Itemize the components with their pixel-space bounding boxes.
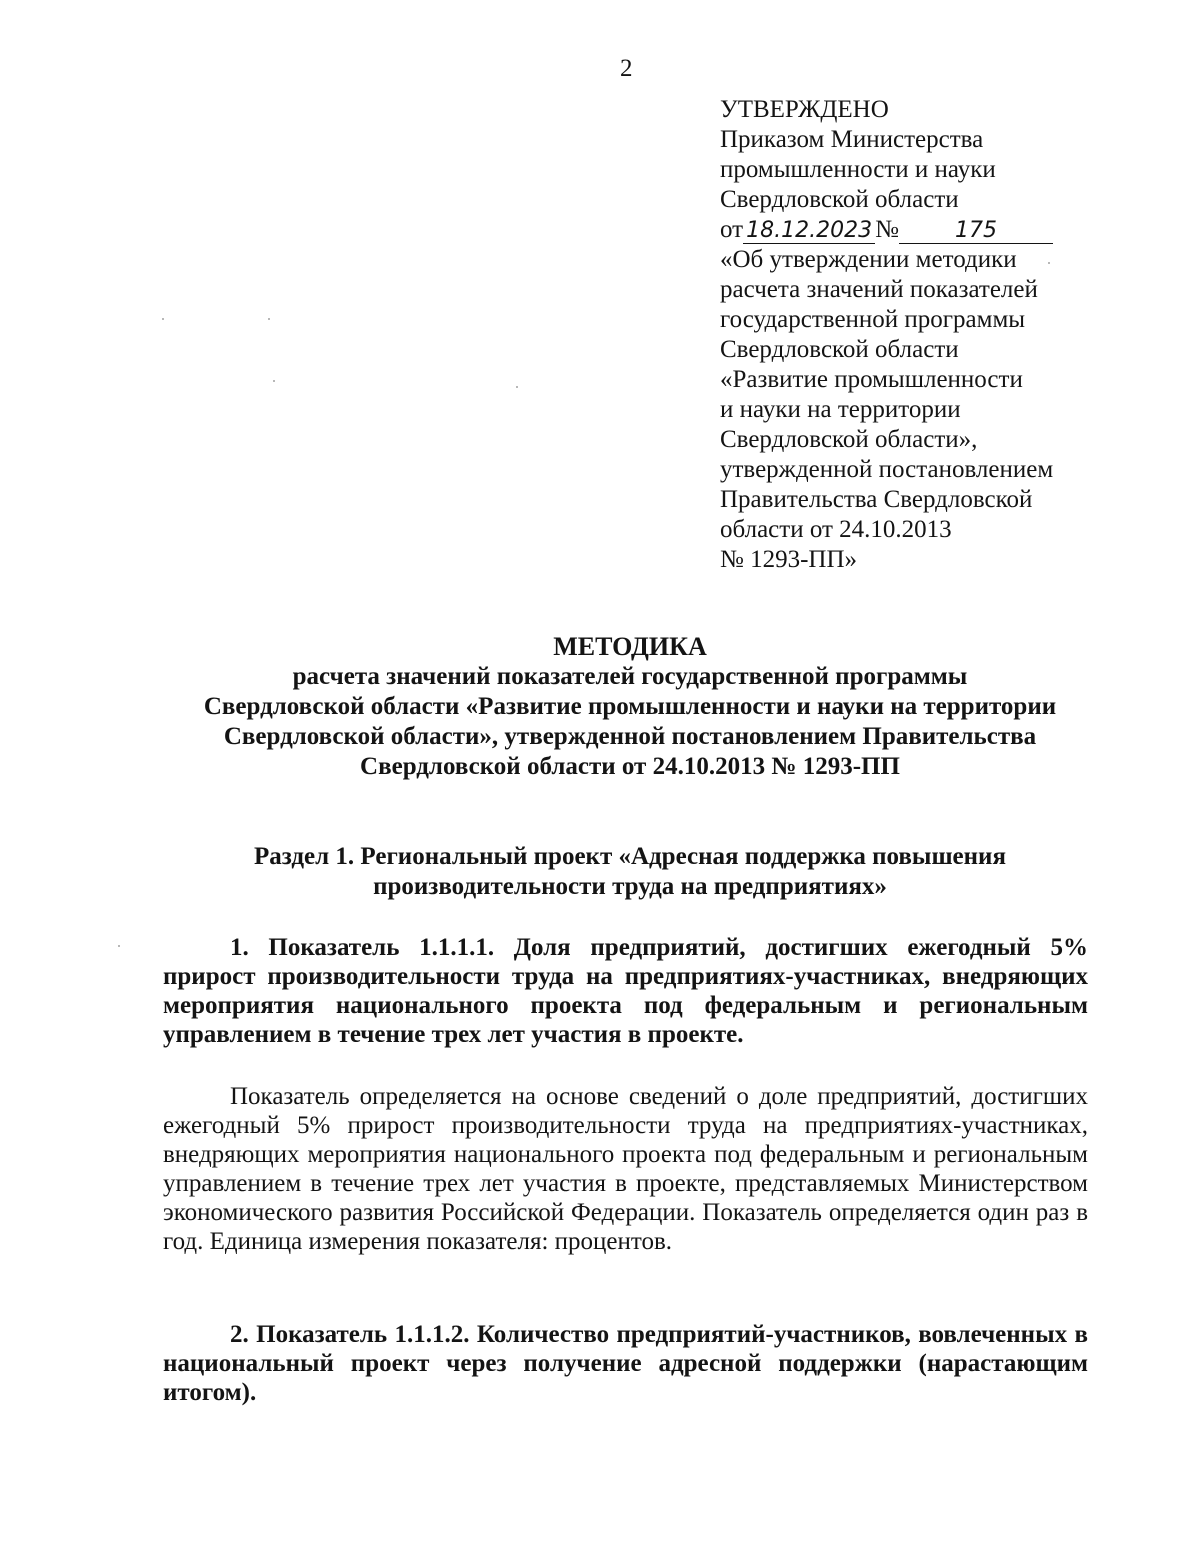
approval-stamp — [720, 95, 1140, 575]
title-line: Свердловской области «Развитие промышленности и науки на территории — [203, 693, 1057, 720]
section-line: производительности труда на предприятиях» — [373, 873, 887, 900]
approval-about-line: «Развитие промышленности — [720, 366, 1023, 393]
approval-date-line — [720, 215, 1140, 245]
date-prefix: от — [720, 216, 744, 243]
approval-about-line: утвержденной постановлением — [720, 456, 1054, 483]
scan-speck — [268, 318, 270, 320]
approval-line: промышленности и науки — [720, 156, 996, 183]
scan-speck — [516, 386, 518, 388]
approval-about-line: Свердловской области — [720, 336, 959, 363]
approval-line: Приказом Министерства — [720, 126, 984, 153]
approval-about-line: области от 24.10.2013 — [720, 516, 952, 543]
title-line: расчета значений показателей государственной программы — [292, 663, 968, 690]
title-main: МЕТОДИКА — [553, 632, 707, 661]
document-title — [150, 632, 1110, 782]
page-number: 2 — [620, 55, 633, 82]
title-line: Свердловской области», утвержденной постановлением Правительства — [223, 723, 1037, 750]
approval-about-line: «Об утверждении методики — [720, 246, 1017, 273]
approval-about-line: № 1293-ПП» — [720, 546, 858, 573]
indicator-1-heading: 1. Показатель 1.1.1.1. Доля предприятий, достигших ежегодный 5% прирост производительности труда на предприятиях-участниках, внедряющих мероприятия национального проекта под федеральным и региональным управлением в течение трех лет участия в проекте. — [163, 934, 1088, 1048]
approval-about-line: государственной программы — [720, 306, 1026, 333]
section-line: Раздел 1. Региональный проект «Адресная поддержка повышения — [254, 843, 1006, 870]
approval-line: Свердловской области — [720, 186, 959, 213]
approval-about-line: Правительства Свердловской — [720, 486, 1033, 513]
indicator-2-heading: 2. Показатель 1.1.1.2. Количество предприятий-участников, вовлеченных в национальный проект через получение адресной поддержки (нарастающим итогом). — [163, 1321, 1088, 1406]
scan-speck — [273, 380, 275, 382]
scan-speck — [162, 318, 164, 320]
approval-about-line: расчета значений показателей — [720, 276, 1038, 303]
handwritten-date: 18.12.2023 — [743, 219, 875, 244]
handwritten-number: 175 — [899, 219, 1053, 244]
number-sign: № — [875, 216, 899, 243]
approval-about-line: и науки на территории — [720, 396, 961, 423]
scan-speck — [118, 945, 120, 947]
approval-about-line: Свердловской области», — [720, 426, 978, 453]
approval-line: УТВЕРЖДЕНО — [720, 96, 889, 123]
section-heading — [150, 842, 1110, 902]
scan-speck — [1048, 262, 1050, 264]
title-line: Свердловской области от 24.10.2013 № 1293-ПП — [360, 753, 900, 780]
indicator-1-description: Показатель определяется на основе сведений о доле предприятий, достигших ежегодный 5% прирост производительности труда на предприятиях-участниках, внедряющих мероприятия национального проекта под федеральным и региональным управлением в течение трех лет участия в проекте, представляемых Министерством экономического развития Российской Федерации. Показатель определяется один раз в год. Единица измерения показателя: процентов. — [163, 1083, 1088, 1255]
